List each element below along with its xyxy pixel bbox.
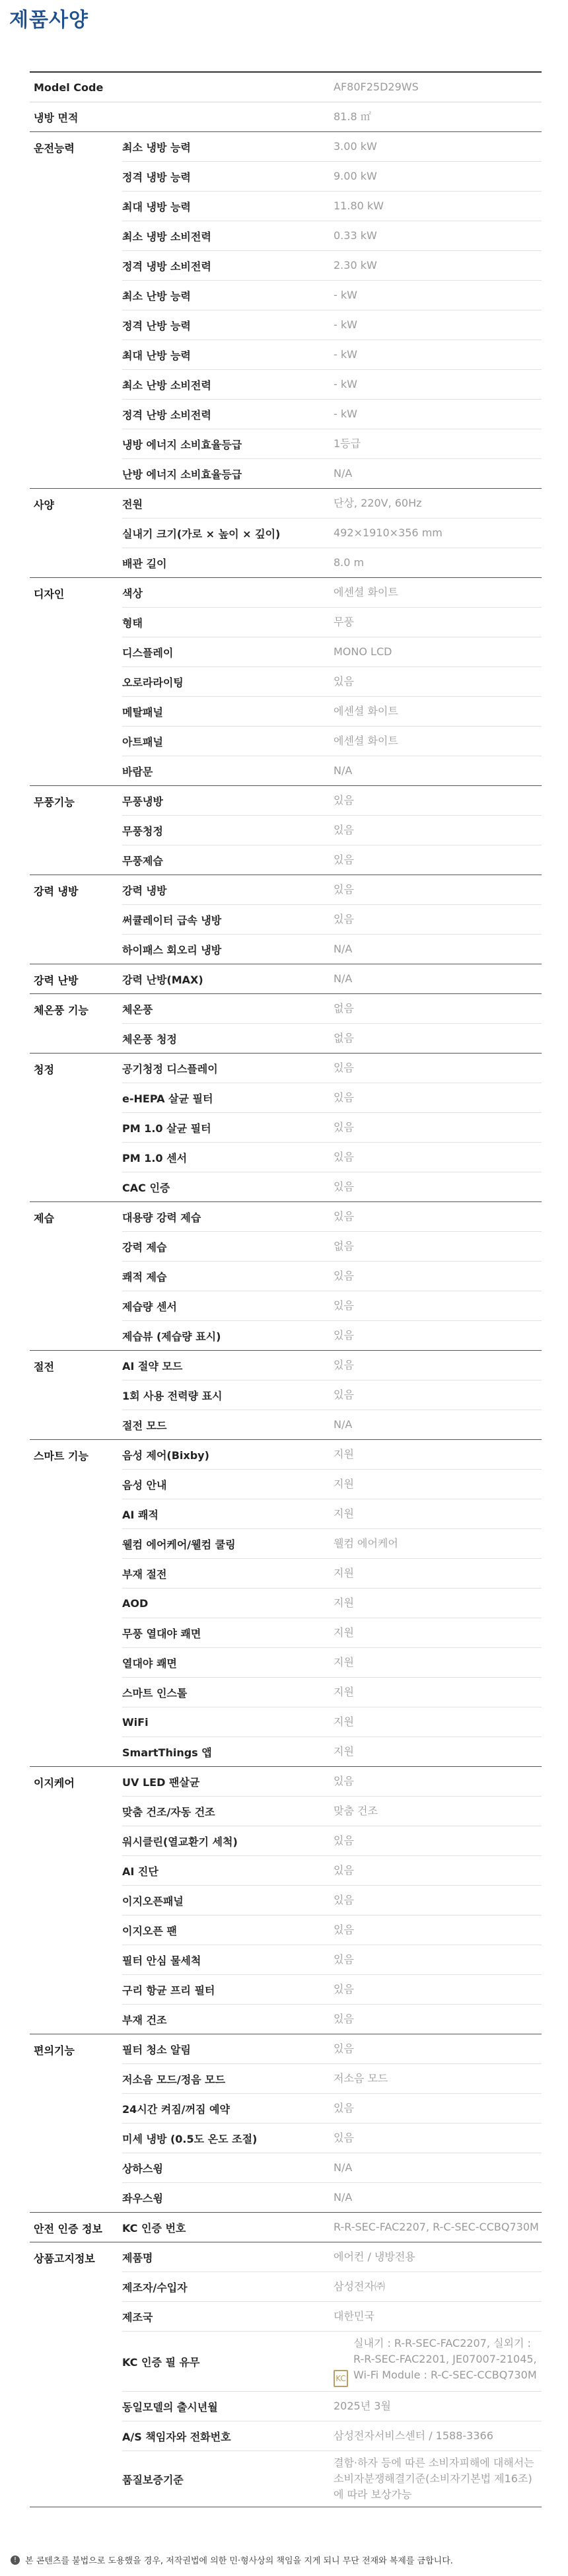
spec-items [122,1767,542,2034]
spec-label: 전원 [122,497,143,511]
spec-row [122,1767,542,1797]
copyright-notice [11,2554,453,2566]
spec-label: Model Code [34,81,104,94]
spec-row [122,1024,542,1053]
spec-row [122,340,542,370]
spec-value: 삼성전자서비스센터 / 1588-3366 [334,2429,493,2442]
spec-label: 맞춤 건조/자동 건조 [122,1805,215,1818]
spec-label: 절전 모드 [122,1419,167,1432]
spec-label: 품질보증기준 [122,2473,184,2486]
spec-category: 강력 난방 [34,974,79,987]
spec-label: 강력 난방(MAX) [122,973,203,986]
spec-value: 있음 [334,1151,354,1163]
spec-table [30,71,542,2507]
spec-value: 있음 [334,1359,354,1371]
spec-label: AI 절약 모드 [122,1359,183,1373]
spec-label: 대용량 강력 제습 [122,1211,201,1224]
spec-label: 정격 난방 능력 [122,319,191,332]
spec-row [122,1826,542,1856]
spec-row [122,2302,542,2332]
spec-value: 없음 [334,1032,354,1044]
spec-label: 제조국 [122,2310,153,2324]
spec-group [30,1054,542,1202]
spec-label: 쾌적 제습 [122,1270,167,1283]
spec-row [122,756,542,785]
spec-value: 없음 [334,1240,354,1252]
spec-row [122,2153,542,2183]
spec-row [122,1232,542,1262]
spec-row [122,1054,542,1083]
spec-row [122,459,542,488]
spec-label: 공기청정 디스플레이 [122,1062,218,1075]
spec-value: 있음 [334,883,354,896]
spec-row [122,875,542,905]
spec-value: 있음 [334,2102,354,2114]
spec-label: 아트패널 [122,735,163,748]
spec-row [122,1262,542,1291]
spec-value: 1등급 [334,437,361,450]
spec-row [122,1618,542,1648]
spec-value: 지원 [334,1507,354,1520]
spec-category: 안전 인증 정보 [34,2223,102,2235]
spec-row [122,2034,542,2064]
spec-row [122,994,542,1024]
spec-label: SmartThings 앱 [122,1746,212,1759]
spec-value: 81.8 ㎡ [334,110,371,123]
spec-value: 있음 [334,794,354,806]
spec-label: CAC 인증 [122,1181,170,1194]
spec-group [30,994,542,1054]
spec-row [122,1499,542,1529]
spec-value: 있음 [334,1953,354,1966]
spec-items [122,132,542,488]
spec-label: PM 1.0 센서 [122,1151,188,1164]
spec-value: 있음 [334,1864,354,1877]
spec-value: N/A [334,1418,353,1431]
spec-row [122,2392,542,2421]
spec-label: 정격 냉방 능력 [122,170,191,184]
spec-category: 강력 냉방 [34,885,79,898]
title-bar [0,0,568,36]
spec-value: 3.00 kW [334,140,377,153]
spec-value-box [334,2332,542,2391]
spec-value: 있음 [334,1061,354,1074]
spec-group [30,1767,542,2034]
spec-label: 이지오픈 팬 [122,1924,177,1937]
spec-label: 강력 냉방 [122,884,167,897]
spec-row [122,667,542,697]
spec-label: 강력 제습 [122,1240,167,1254]
spec-value: 삼성전자㈜ [334,2280,385,2293]
spec-row [122,697,542,727]
spec-label: 제습뷰 (제습량 표시) [122,1330,221,1343]
spec-label: 색상 [122,587,143,600]
spec-value: 지원 [334,1478,354,1490]
spec-row [122,221,542,251]
spec-label: 디스플레이 [122,646,174,659]
spec-label: 상하스윙 [122,2162,163,2175]
spec-label: 최소 냉방 능력 [122,141,191,154]
spec-value: 2.30 kW [334,259,377,271]
spec-row [122,905,542,935]
spec-value: 있음 [334,1210,354,1223]
spec-row [122,519,542,548]
spec-label: 실내기 크기(가로 × 높이 × 깊이) [122,527,281,540]
spec-value: 에센셜 화이트 [334,586,398,598]
spec-row [122,1737,542,1766]
spec-row [122,2213,542,2242]
spec-value: 9.00 kW [334,170,377,182]
spec-value: 지원 [334,1596,354,1609]
spec-value: 있음 [334,1270,354,1282]
spec-value: N/A [334,2191,353,2203]
spec-label: 오로라라이팅 [122,676,184,689]
spec-group [30,578,542,786]
spec-row-cooling-area [30,102,542,132]
kc-mark-icon: KC [334,2370,348,2387]
spec-group [30,2034,542,2213]
spec-row [122,1321,542,1350]
spec-label: 웰컴 에어케어/웰컴 쿨링 [122,1538,236,1551]
spec-value: 492×1910×356 mm [334,526,443,539]
spec-row [122,2272,542,2302]
spec-category: 무풍기능 [34,796,75,808]
spec-items [122,578,542,785]
spec-row [122,2451,542,2507]
spec-row [122,370,542,400]
spec-row [122,1113,542,1143]
spec-label: 음성 안내 [122,1478,167,1491]
spec-value: 있음 [334,1983,354,1995]
spec-row [122,727,542,756]
spec-row [122,1707,542,1737]
spec-row [122,2242,542,2272]
spec-value: 단상, 220V, 60Hz [334,497,422,509]
spec-items [122,1054,542,1201]
spec-row [122,132,542,162]
spec-row [122,845,542,875]
spec-row [122,786,542,816]
spec-label: 열대야 쾌면 [122,1657,177,1670]
spec-value: 있음 [334,913,354,925]
spec-value: 있음 [334,1299,354,1312]
spec-row [122,2005,542,2034]
spec-row [122,2183,542,2212]
notice-text: 본 콘텐츠를 불법으로 도용했을 경우, 저작권법에 의한 민·형사상의 책임을 지게 되니 무단 전재와 복제를 금합니다. [25,2556,453,2566]
spec-value: 있음 [334,1388,354,1401]
spec-row [122,1440,542,1470]
spec-label: KC 인증 필 유무 [122,2355,200,2369]
spec-value: 0.33 kW [334,229,377,242]
spec-category: 체온풍 기능 [34,1004,89,1017]
spec-label: 체온풍 [122,1003,153,1016]
spec-row [122,1678,542,1707]
spec-category: 상품고지정보 [34,2252,95,2265]
spec-row [122,608,542,637]
spec-row [122,2124,542,2153]
spec-row [122,548,542,577]
spec-label: AOD [122,1596,149,1610]
spec-items [122,1440,542,1766]
spec-row [122,192,542,221]
spec-value: 없음 [334,1002,354,1015]
spec-label: 무풍제습 [122,854,163,867]
spec-value: 지원 [334,1686,354,1698]
spec-label: 이지오픈패널 [122,1894,184,1908]
spec-row [122,2064,542,2094]
spec-row [122,1083,542,1113]
spec-value: N/A [334,2161,353,2174]
spec-label: 정격 냉방 소비전력 [122,260,211,273]
spec-value: R-R-SEC-FAC2207, R-C-SEC-CCBQ730M [334,2221,539,2233]
spec-value: 있음 [334,1894,354,1906]
spec-label: 최소 냉방 소비전력 [122,230,211,243]
spec-row [122,1797,542,1826]
spec-row [122,310,542,340]
spec-value: 있음 [334,824,354,836]
spec-value: AF80F25D29WS [334,81,419,93]
spec-label: 필터 안심 물세척 [122,1954,201,1967]
spec-group [30,786,542,875]
spec-category: 제습 [34,1212,54,1225]
spec-label: 최소 난방 소비전력 [122,378,211,392]
spec-label: KC 인증 번호 [122,2221,186,2235]
spec-label: 바람문 [122,765,153,778]
spec-row [122,400,542,429]
spec-value: N/A [334,972,353,985]
spec-row-model-code [30,73,542,102]
spec-category: 이지케어 [34,1777,75,1789]
spec-row [122,429,542,459]
spec-row [122,816,542,845]
spec-group [30,1440,542,1767]
spec-label: 24시간 켜짐/꺼짐 예약 [122,2102,230,2116]
spec-row [122,1143,542,1172]
spec-items [122,489,542,577]
spec-row [122,935,542,964]
spec-row [122,1886,542,1915]
spec-value: 결함·하자 등에 따른 소비자피해에 대해서는 소비자분쟁해결기준(소비자기본법 제16조)에 따라 보상가능 [334,2456,534,2501]
spec-label: 메탈패널 [122,705,163,719]
spec-label: 무풍냉방 [122,795,163,808]
spec-label: 정격 난방 소비전력 [122,408,211,421]
spec-row [122,1589,542,1618]
spec-label: 하이패스 회오리 냉방 [122,943,222,956]
spec-items [122,2213,542,2242]
spec-value: 에어컨 / 냉방전용 [334,2250,415,2263]
spec-label: 무풍청정 [122,824,163,838]
spec-row [122,964,542,993]
spec-label: 써큘레이터 급속 냉방 [122,913,222,927]
spec-group [30,2213,542,2242]
spec-value: 있음 [334,1775,354,1787]
spec-value: 있음 [334,1091,354,1104]
spec-value: 있음 [334,2013,354,2025]
spec-label: 좌우스윙 [122,2192,163,2205]
spec-label: 최대 난방 능력 [122,349,191,362]
spec-row [122,1975,542,2005]
spec-row [122,1648,542,1678]
spec-value: 있음 [334,853,354,866]
spec-label: A/S 책임자와 전화번호 [122,2430,231,2443]
spec-row [122,637,542,667]
spec-row [122,2094,542,2124]
spec-category: 절전 [34,1361,54,1373]
spec-group [30,1202,542,1351]
spec-row [122,1915,542,1945]
spec-label: AI 쾌적 [122,1508,159,1521]
spec-row [122,1202,542,1232]
spec-label: AI 진단 [122,1865,159,1878]
spec-value: 11.80 kW [334,199,384,212]
info-icon: ! [11,2556,20,2565]
spec-row [122,1559,542,1589]
spec-value: 있음 [334,2042,354,2055]
spec-value: - kW [334,289,357,301]
spec-value: 있음 [334,1180,354,1193]
spec-label: 무풍 열대야 쾌면 [122,1627,201,1640]
spec-label: 구리 항균 프리 필터 [122,1984,215,1997]
spec-value: 있음 [334,1121,354,1133]
spec-group [30,875,542,964]
spec-category: 운전능력 [34,142,75,155]
spec-value: 웰컴 에어케어 [334,1537,398,1550]
spec-items [122,964,542,993]
spec-label: 냉방 면적 [34,111,79,124]
spec-label: 음성 제어(Bixby) [122,1449,209,1462]
spec-value: 있음 [334,1923,354,1936]
spec-row [122,1172,542,1201]
spec-row [122,1351,542,1380]
spec-label: 저소음 모드/정음 모드 [122,2073,226,2086]
spec-label: 스마트 인스톨 [122,1686,188,1699]
spec-items [122,994,542,1053]
spec-value: - kW [334,378,357,390]
spec-row [122,1529,542,1559]
spec-value: 지원 [334,1715,354,1728]
spec-value: 2025년 3월 [334,2400,391,2412]
spec-groups [30,132,542,2507]
spec-label: 제습량 센서 [122,1300,177,1313]
spec-value: 실내기 : R-R-SEC-FAC2207, 실외기 : R-R-SEC-FAC2201, JE07007-21045, Wi-Fi Module : R-C-SEC-CCBQ730M [353,2337,537,2381]
spec-value: 있음 [334,2131,354,2144]
spec-label: WiFi [122,1715,149,1729]
spec-items [122,1202,542,1350]
spec-row [122,1380,542,1410]
spec-label: 1회 사용 전력량 표시 [122,1389,223,1402]
spec-row [122,1945,542,1975]
spec-value: N/A [334,764,353,777]
spec-category: 사양 [34,499,54,511]
spec-label: 부재 절전 [122,1567,167,1581]
spec-category: 청정 [34,1063,54,1076]
spec-label: 형태 [122,616,143,629]
spec-value: 지원 [334,1745,354,1758]
spec-row [122,1470,542,1499]
spec-items [122,2034,542,2212]
spec-row [122,2421,542,2451]
spec-label: 배관 길이 [122,557,167,570]
spec-value: 지원 [334,1626,354,1639]
spec-value: - kW [334,318,357,331]
spec-group [30,489,542,578]
spec-value: 대한민국 [334,2310,374,2322]
spec-items [122,875,542,964]
spec-group [30,2242,542,2507]
spec-label: PM 1.0 살균 필터 [122,1122,211,1135]
spec-value: N/A [334,467,353,480]
spec-label: 제조자/수입자 [122,2281,188,2294]
spec-row [122,1856,542,1886]
spec-value: 에센셜 화이트 [334,705,398,717]
spec-value: 에센셜 화이트 [334,734,398,747]
spec-label: 미세 냉방 (0.5도 온도 조절) [122,2132,258,2145]
spec-value: 있음 [334,1329,354,1342]
spec-group [30,132,542,489]
spec-category: 편의기능 [34,2044,75,2057]
spec-group [30,964,542,994]
spec-row [122,281,542,310]
spec-category: 스마트 기능 [34,1450,89,1462]
spec-label: 최소 난방 능력 [122,289,191,303]
spec-value: 있음 [334,1834,354,1847]
spec-category: 디자인 [34,588,65,600]
spec-row [122,489,542,519]
spec-label: 냉방 에너지 소비효율등급 [122,438,242,451]
spec-label: 제품명 [122,2251,153,2264]
spec-label: UV LED 팬살균 [122,1775,200,1789]
spec-label: 난방 에너지 소비효율등급 [122,468,242,481]
spec-value: N/A [334,943,353,955]
spec-label: 필터 청소 알림 [122,2043,191,2056]
spec-value: 저소음 모드 [334,2072,388,2085]
spec-row [122,2332,542,2392]
spec-row [122,1291,542,1321]
spec-label: 체온풍 청정 [122,1032,177,1046]
page-title: 제품사양 [9,9,89,32]
spec-value: MONO LCD [334,645,392,658]
spec-label: 부재 건조 [122,2013,167,2026]
spec-items [122,786,542,875]
spec-label: 최대 냉방 능력 [122,200,191,213]
spec-value: 지원 [334,1656,354,1668]
spec-row [122,162,542,192]
spec-items [122,1351,542,1439]
spec-value: - kW [334,348,357,361]
spec-row [122,578,542,608]
spec-value: 지원 [334,1567,354,1579]
spec-label: e-HEPA 살균 필터 [122,1092,213,1105]
spec-row [122,251,542,281]
spec-value: 지원 [334,1448,354,1460]
spec-label: 동일모델의 출시년월 [122,2400,218,2414]
spec-items [122,2242,542,2507]
spec-label: 워시클린(열교환기 세척) [122,1835,238,1848]
spec-value: 있음 [334,675,354,688]
spec-value: 맞춤 건조 [334,1805,378,1817]
spec-group [30,1351,542,1440]
spec-value: 무풍 [334,616,354,628]
spec-value: - kW [334,408,357,420]
spec-value: 8.0 m [334,556,365,569]
spec-row [122,1410,542,1439]
